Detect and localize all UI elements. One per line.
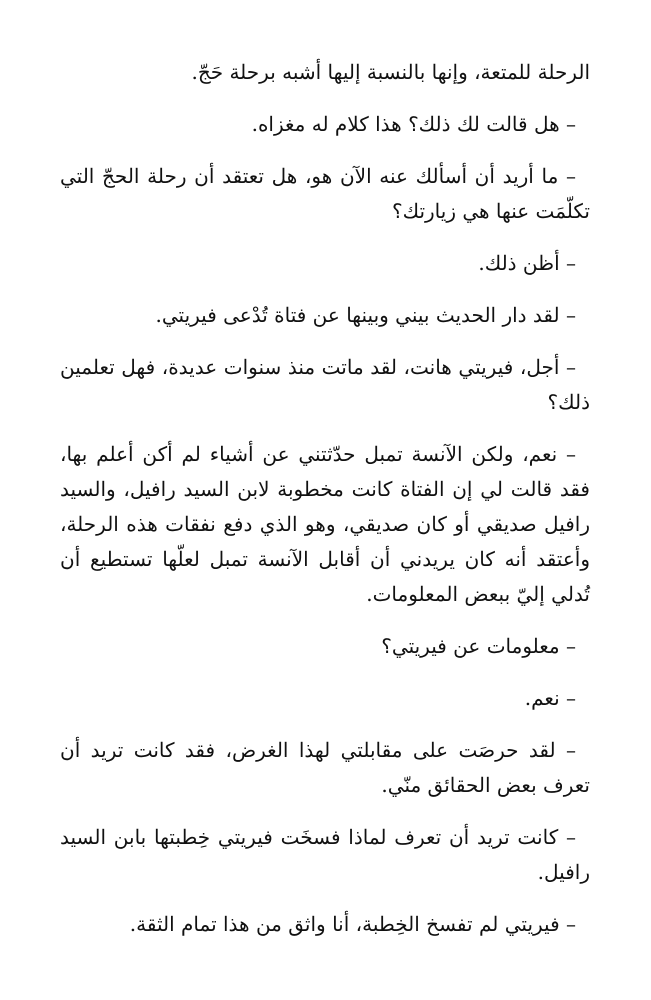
paragraph-4: – أظن ذلك. [478,251,576,275]
paragraph-6: – أجل، فيريتي هانت، لقد ماتت منذ سنوات عديدة، فهل تعلمين ذلك؟ [60,355,590,414]
paragraph-7: – نعم، ولكن الآنسة تمبل حدّثتني عن أشياء لم أكن أعلم بها، فقد قالت لي إن الفتاة كانت مخطوبة لابن السيد رافيل، والسيد رافيل صديقي أو كان صديقي، وهو الذي دفع نفقات هذه الرحلة، وأعتقد أنه كان يريدني أن أقابل الآنسة تمبل لعلّها تستطيع أن تُدلي إليّ ببعض المعلومات. [60,442,590,606]
paragraph-2: – هل قالت لك ذلك؟ هذا كلام له مغزاه. [251,112,576,136]
paragraph-10: – لقد حرصَت على مقابلتي لهذا الغرض، فقد كانت تريد أن تعرف بعض الحقائق منّي. [60,738,590,797]
paragraph-11: – كانت تريد أن تعرف لماذا فسخَت فيريتي خِطبتها بابن السيد رافيل. [60,825,590,884]
document-page [60,55,590,959]
paragraph-9: – نعم. [524,686,576,710]
paragraph-3: – ما أريد أن أسألك عنه الآن هو، هل تعتقد أن رحلة الحجّ التي تكلّمَت عنها هي زيارتك؟ [60,164,590,223]
paragraph-5: – لقد دار الحديث بيني وبينها عن فتاة تُدْعى فيريتي. [155,303,576,327]
paragraph-1: الرحلة للمتعة، وإنها بالنسبة إليها أشبه برحلة حَجّ. [191,60,590,84]
paragraph-8: – معلومات عن فيريتي؟ [381,634,576,658]
paragraph-12: – فيريتي لم تفسخ الخِطبة، أنا واثق من هذا تمام الثقة. [129,912,576,936]
